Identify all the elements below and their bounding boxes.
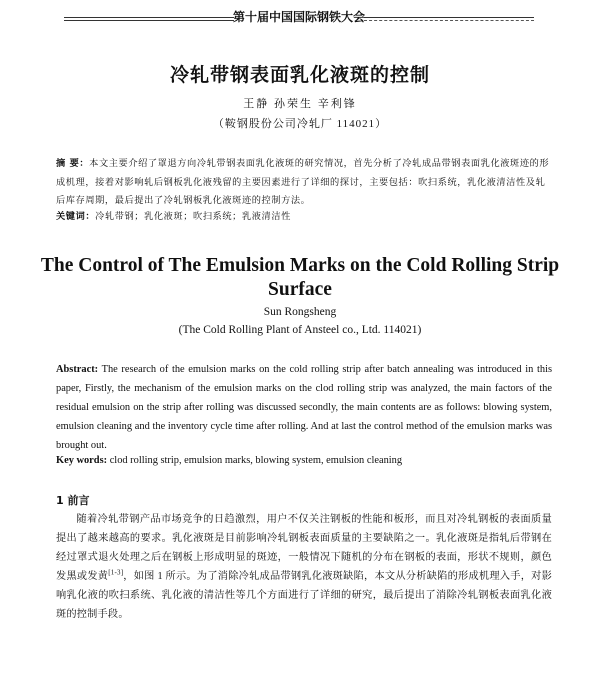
body-paragraph-part2: ，如图 1 所示。为了消除冷轧成品带钢乳化液斑缺陷，本文从分析缺陷的形成机理入手，对影响乳化液的吹扫系统、乳化液的清洁性等几个方面进行了详细的研究，最后提出了消除冷轧钢板表面乳化液斑的控制手段。 xyxy=(56,571,552,620)
chinese-keywords-text: 冷轧带钢；乳化液斑；吹扫系统；乳液清洁性 xyxy=(95,211,291,221)
english-title: The Control of The Emulsion Marks on the Cold Rolling Strip Surface xyxy=(40,255,560,300)
section-body xyxy=(56,510,552,624)
chinese-abstract-text: 本文主要介绍了罩退方向冷轧带钢表面乳化液斑的研究情况，首先分析了冷轧成品带钢表面乳化液斑迹的形成机理，接着对影响轧后钢板乳化液残留的主要因素进行了详细的探讨，主要包括：吹扫系统，乳化液清洁性及轧后库存周期，最后提出了冷轧钢板乳化液斑迹的控制方法。 xyxy=(56,158,550,205)
english-keywords-text: clod rolling strip, emulsion marks, blowing system, emulsion cleaning xyxy=(107,455,403,466)
english-keywords xyxy=(56,453,552,469)
english-author: Sun Rongsheng xyxy=(263,306,337,318)
chinese-affiliation: （鞍钢股份公司冷轧厂 114021） xyxy=(212,118,388,130)
english-abstract xyxy=(56,360,552,455)
english-affiliation: (The Cold Rolling Plant of Ansteel co., Ltd. 114021) xyxy=(178,324,422,336)
chinese-title: 冷轧带钢表面乳化液斑的控制 xyxy=(169,64,430,86)
body-paragraph xyxy=(56,510,552,624)
chinese-keywords xyxy=(56,208,550,225)
body-paragraph-part1: 随着冷轧带钢产品市场竞争的日趋激烈，用户不仅关注钢板的性能和板形，而且对冷轧钢板的表面质量提出了越来越高的要求。乳化液斑是目前影响冷轧钢板表面质量的主要缺陷之一。乳化液斑是指轧后带钢在经过罩式退火处理之后在钢板上形成明显的斑迹，一般情况下随机的分布在钢板的表面，形状不规则，颜色发黑或发黄 xyxy=(56,514,552,582)
section-heading: 1 前言 xyxy=(56,494,90,507)
english-keywords-label: Key words: xyxy=(56,455,108,466)
english-abstract-label: Abstract: xyxy=(56,364,99,375)
chinese-abstract xyxy=(56,154,550,209)
chinese-authors: 王静 孙荣生 辛利锋 xyxy=(243,98,357,110)
chinese-keywords-label: 关键词： xyxy=(56,211,96,222)
citation-marker: [1-3] xyxy=(108,568,124,577)
running-title: 第十届中国国际钢铁大会 xyxy=(232,10,365,24)
running-header xyxy=(64,6,534,24)
english-abstract-text: The research of the emulsion marks on the cold rolling strip after batch annealing was introduced in this paper, Firstly, the mechanism of the emulsion marks on the clod rolling strip was analyzed, the main factors of the residual emulsion on the strip after rolling was discussed secondly, the main contents are as follows: blowing system, emulsion cleaning and the inventory cycle time after rolling. And at last the control method of the emulsion marks was brought out. xyxy=(56,364,552,451)
chinese-abstract-label: 摘 要： xyxy=(56,158,90,169)
